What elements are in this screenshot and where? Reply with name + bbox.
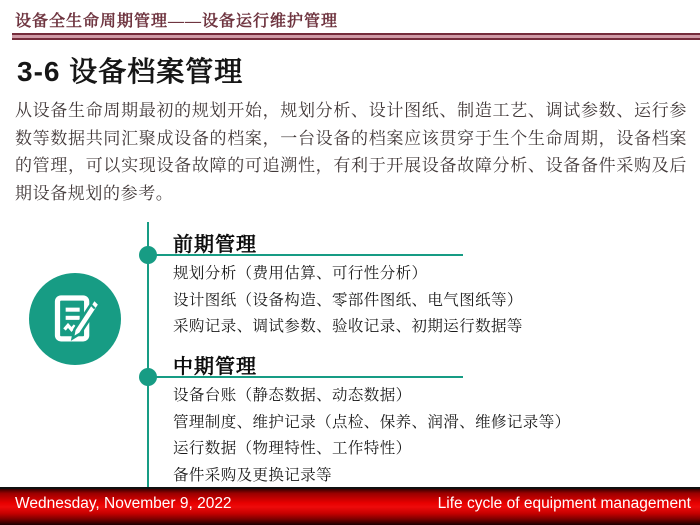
- footer-bar: [0, 487, 700, 525]
- footer-caption: Life cycle of equipment management: [437, 495, 691, 512]
- list-item: 设备台账（静态数据、动态数据）: [173, 387, 412, 404]
- list-item: 运行数据（物理特性、工作特性）: [173, 440, 412, 457]
- section-1-title: 前期管理: [173, 234, 257, 256]
- slide-header: 设备全生命周期管理——设备运行维护管理: [15, 13, 339, 30]
- header-divider: [12, 33, 700, 40]
- list-item: 管理制度、维护记录（点检、保养、润滑、维修记录等）: [173, 413, 571, 431]
- list-item: 规划分析（费用估算、可行性分析）: [173, 265, 428, 282]
- list-item: 设计图纸（设备构造、零部件图纸、电气图纸等）: [173, 291, 523, 309]
- footer-date: Wednesday, November 9, 2022: [15, 495, 232, 512]
- body-paragraph: 从设备生命周期最初的规划开始，规划分析、设计图纸、制造工艺、调试参数、运行参数等数据共同汇聚成设备的档案，一台设备的档案应该贯穿于生个生命周期，设备档案的管理，可以实现设备故障的可追溯性，有利于开展设备故障分析、设备备件采购及后期设备规划的参考。: [15, 101, 687, 203]
- list-item: 采购记录、调试参数、验收记录、初期运行数据等: [173, 318, 523, 335]
- section-2-items: [173, 383, 571, 489]
- document-pen-icon: [29, 273, 121, 365]
- page-title: 3-6 设备档案管理: [17, 56, 244, 87]
- section-1-items: [173, 261, 523, 341]
- list-item: 备件采购及更换记录等: [173, 466, 333, 484]
- document-pen-glyph: [47, 291, 103, 347]
- section-2-title: 中期管理: [173, 356, 257, 378]
